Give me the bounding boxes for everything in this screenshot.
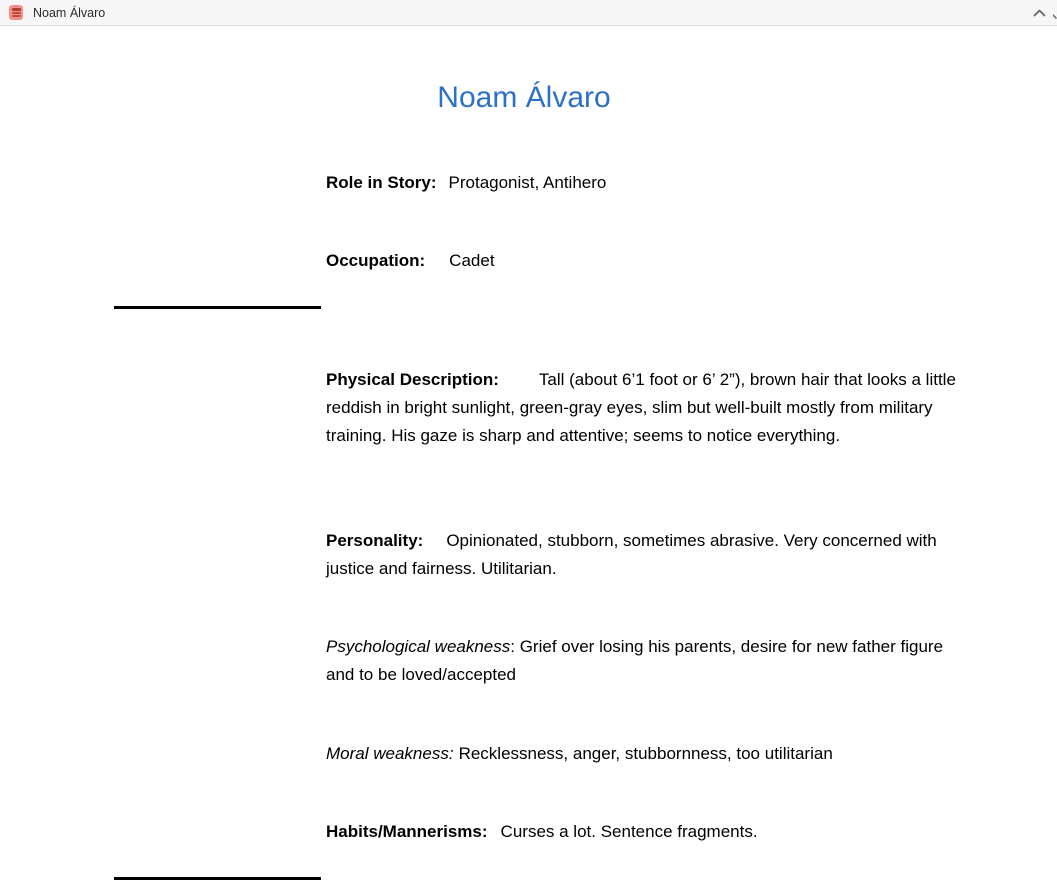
section-body: : Grief over losing his parents, desire for new father figure and to be loved/accepted [326, 637, 944, 684]
section-body: Tall (about 6’1 foot or 6’ 2”), brown hair that looks a little reddish in bright sunlight, green-gray eyes, slim but well-built mostly from military training. His gaze is sharp and attentive; seems to notice everything. [326, 370, 956, 445]
section-personality [326, 527, 962, 583]
section-label: Personality: [326, 531, 424, 550]
section-moral-weakness [326, 740, 962, 768]
section-role-in-story [326, 169, 962, 197]
section-physical-description [326, 366, 962, 450]
window-title: Noam Álvaro [33, 5, 106, 20]
section-label: Habits/Mannerisms: [326, 822, 488, 841]
section-label: Occupation: [326, 251, 426, 270]
window-titlebar [0, 0, 1057, 26]
label-body-gap [488, 836, 501, 837]
label-body-gap [437, 187, 449, 188]
section-label: Role in Story: [326, 173, 437, 192]
horizontal-rule [114, 306, 321, 309]
section-body: Opinionated, stubborn, sometimes abrasive. Very concerned with justice and fairness. Utilitarian. [326, 531, 937, 578]
section-body: Curses a lot. Sentence fragments. [500, 822, 758, 841]
section-body: Recklessness, anger, stubbornness, too utilitarian [458, 744, 833, 763]
chevron-up-icon[interactable] [1031, 5, 1047, 21]
document-icon [9, 5, 23, 20]
section-label: Moral weakness: [326, 744, 454, 763]
label-body-gap [425, 265, 449, 266]
section-label: Psychological weakness [326, 637, 511, 656]
section-body: Protagonist, Antihero [448, 173, 607, 192]
section-occupation [326, 247, 962, 275]
section-habits-mannerisms [326, 818, 962, 846]
document-title: Noam Álvaro [437, 81, 611, 114]
label-body-gap [423, 545, 446, 546]
clipped-edge-icon [1053, 8, 1057, 16]
document-page [0, 27, 1057, 861]
label-body-gap [499, 384, 539, 385]
section-psychological-weakness [326, 633, 962, 689]
section-label: Physical Description: [326, 370, 499, 389]
section-body: Cadet [449, 251, 495, 270]
